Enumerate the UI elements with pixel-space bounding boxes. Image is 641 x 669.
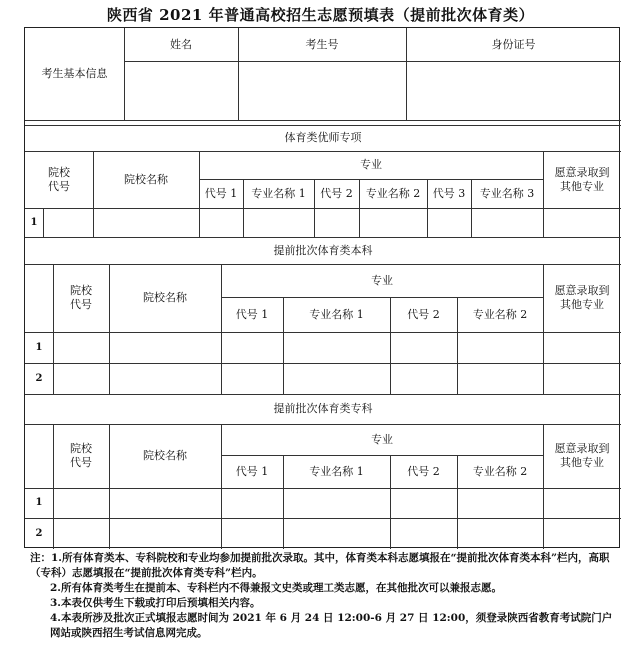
s1-major-name1-header: 专业名称 1 <box>251 186 306 200</box>
exam-number-field[interactable] <box>238 61 406 120</box>
s1-row-number: 1 <box>30 216 38 228</box>
section-title-undergraduate: 提前批次体育类本科 <box>273 243 373 257</box>
name-field[interactable] <box>124 61 238 120</box>
s3-adjust-header: 愿意录取到 其他专业 <box>554 442 610 469</box>
exam-number-header: 考生号 <box>305 37 339 51</box>
s1-major-name2-header: 专业名称 2 <box>365 186 421 200</box>
s3-major-name2-header: 专业名称 2 <box>472 464 528 478</box>
s3-row-number-2: 2 <box>35 527 43 539</box>
s2-code1-header: 代号 1 <box>235 307 269 321</box>
note-4: 4.本表所涉及批次正式填报志愿时间为 2021 年 6 月 24 日 12:00-6 月 27 日 12:00，须登录陕西省教育考试院门户网站或陕西招生考试信息网完成。 <box>50 612 613 639</box>
s2-row-number-1: 1 <box>35 341 43 353</box>
s1-code2-header: 代号 2 <box>320 186 353 200</box>
basic-info-label: 考生基本信息 <box>41 67 108 80</box>
s2-school-name-header: 院校名称 <box>143 291 187 304</box>
id-number-header: 身份证号 <box>491 37 536 51</box>
s1-school-name-header: 院校名称 <box>124 172 168 186</box>
s1-adjust-header: 愿意录取到 其他专业 <box>554 165 610 193</box>
s3-major-header: 专业 <box>371 432 393 446</box>
note-3: 3.本表仅供考生下载或打印后预填相关内容。 <box>50 597 261 609</box>
s2-school-code-header: 院校 代号 <box>70 284 92 311</box>
s3-school-code-header: 院校 代号 <box>70 442 92 469</box>
section-title-vocational: 提前批次体育类专科 <box>273 402 373 415</box>
id-number-field[interactable] <box>406 61 621 120</box>
s3-entry-row-2[interactable] <box>53 518 543 549</box>
s3-entry-row-1[interactable] <box>53 488 543 518</box>
s2-major-header: 专业 <box>371 273 393 287</box>
s1-major-header: 专业 <box>360 158 382 171</box>
application-form-table <box>24 27 620 548</box>
note-1: 注：1.所有体育类本、专科院校和专业均参加提前批次录取。其中，体育类本科志愿填报在“提前批次体育类本科”栏内，高职（专科）志愿填报在“提前批次体育类专科”栏内。 <box>30 552 610 579</box>
section-title-teacher: 体育类优师专项 <box>284 131 362 144</box>
note-2: 2.所有体育类考生在提前本、专科栏内不得兼报文史类或理工类志愿，在其他批次可以兼报志愿。 <box>50 582 502 594</box>
form-title: 陕西省 2021 年普通高校招生志愿预填表（提前批次体育类） <box>106 6 535 24</box>
s1-entry-row[interactable] <box>43 208 543 237</box>
notes-section <box>30 551 622 641</box>
s3-code2-header: 代号 2 <box>407 464 440 478</box>
s2-entry-row-2[interactable] <box>53 363 543 394</box>
s2-adjust-header: 愿意录取到 其他专业 <box>554 284 610 311</box>
s3-major-name1-header: 专业名称 1 <box>309 464 364 478</box>
s1-code1-header: 代号 1 <box>204 186 238 200</box>
name-header: 姓名 <box>170 37 192 51</box>
s2-code2-header: 代号 2 <box>407 307 440 321</box>
s3-row-number-1: 1 <box>35 497 43 508</box>
s2-major-name2-header: 专业名称 2 <box>472 307 528 321</box>
s3-code1-header: 代号 1 <box>235 464 269 478</box>
s1-school-code-header: 院校 代号 <box>48 165 70 193</box>
s2-row-number-2: 2 <box>35 372 43 384</box>
s1-major-name3-header: 专业名称 3 <box>479 186 535 200</box>
s2-major-name1-header: 专业名称 1 <box>309 307 364 321</box>
s3-school-name-header: 院校名称 <box>143 449 187 462</box>
s2-entry-row-1[interactable] <box>53 332 543 363</box>
s1-code3-header: 代号 3 <box>432 186 466 200</box>
